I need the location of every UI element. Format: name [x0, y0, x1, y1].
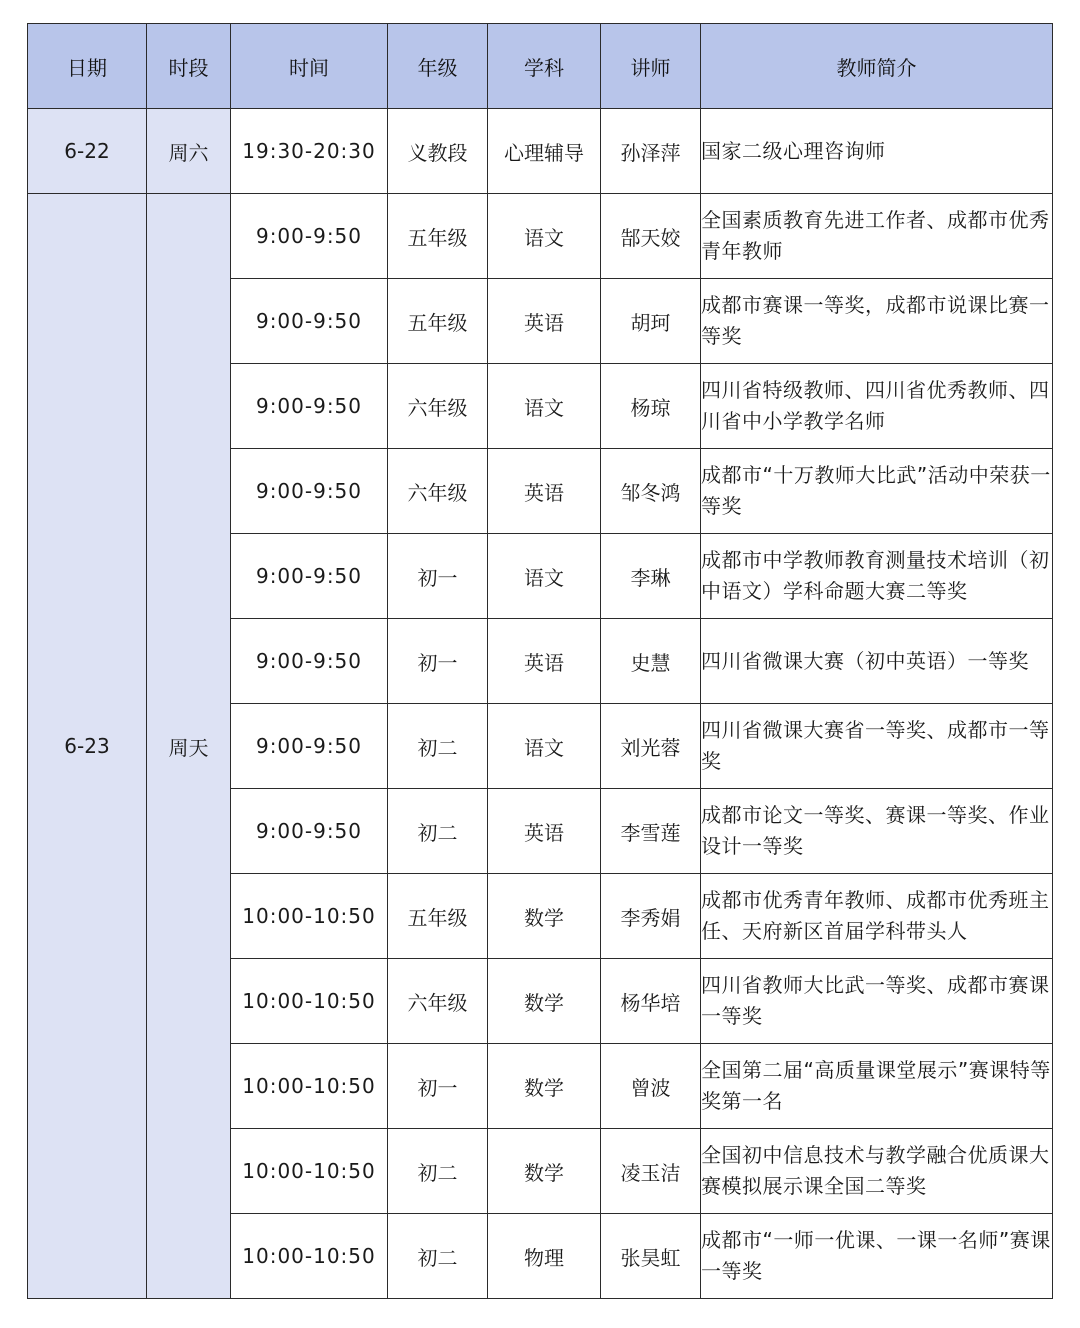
- subject-cell: 英语: [488, 619, 601, 704]
- time-cell: 10:00-10:50: [231, 959, 388, 1044]
- subject-cell: 语文: [488, 194, 601, 279]
- time-cell: 10:00-10:50: [231, 1129, 388, 1214]
- intro-cell: 四川省特级教师、四川省优秀教师、四川省中小学教学名师: [701, 364, 1053, 449]
- grade-cell: 五年级: [388, 279, 488, 364]
- intro-cell: 全国初中信息技术与教学融合优质课大赛模拟展示课全国二等奖: [701, 1129, 1053, 1214]
- teacher-cell: 杨琼: [601, 364, 701, 449]
- time-cell: 9:00-9:50: [231, 789, 388, 874]
- subject-cell: 英语: [488, 279, 601, 364]
- intro-cell: 国家二级心理咨询师: [701, 109, 1053, 194]
- intro-cell: 全国素质教育先进工作者、成都市优秀青年教师: [701, 194, 1053, 279]
- grade-cell: 初二: [388, 1214, 488, 1299]
- grade-cell: 初二: [388, 704, 488, 789]
- time-cell: 19:30-20:30: [231, 109, 388, 194]
- subject-cell: 数学: [488, 874, 601, 959]
- header-date: 日期: [28, 24, 147, 109]
- header-subject: 学科: [488, 24, 601, 109]
- intro-cell: 成都市“十万教师大比武”活动中荣获一等奖: [701, 449, 1053, 534]
- intro-cell: 全国第二届“高质量课堂展示”赛课特等奖第一名: [701, 1044, 1053, 1129]
- intro-cell: 四川省微课大赛（初中英语）一等奖: [701, 619, 1053, 704]
- teacher-cell: 胡珂: [601, 279, 701, 364]
- intro-cell: 成都市赛课一等奖，成都市说课比赛一等奖: [701, 279, 1053, 364]
- teacher-cell: 李雪莲: [601, 789, 701, 874]
- teacher-cell: 史慧: [601, 619, 701, 704]
- intro-cell: 四川省教师大比武一等奖、成都市赛课一等奖: [701, 959, 1053, 1044]
- period-cell: 周天: [147, 194, 231, 1299]
- date-cell: 6-23: [28, 194, 147, 1299]
- header-teacher: 讲师: [601, 24, 701, 109]
- table-row: [28, 194, 1053, 279]
- header-row: [28, 24, 1053, 109]
- subject-cell: 语文: [488, 534, 601, 619]
- period-cell: 周六: [147, 109, 231, 194]
- time-cell: 9:00-9:50: [231, 619, 388, 704]
- teacher-cell: 李琳: [601, 534, 701, 619]
- subject-cell: 语文: [488, 364, 601, 449]
- time-cell: 10:00-10:50: [231, 1044, 388, 1129]
- time-cell: 9:00-9:50: [231, 534, 388, 619]
- grade-cell: 六年级: [388, 959, 488, 1044]
- time-cell: 9:00-9:50: [231, 704, 388, 789]
- subject-cell: 物理: [488, 1214, 601, 1299]
- time-cell: 9:00-9:50: [231, 279, 388, 364]
- time-cell: 10:00-10:50: [231, 1214, 388, 1299]
- header-time: 时间: [231, 24, 388, 109]
- date-cell: 6-22: [28, 109, 147, 194]
- subject-cell: 心理辅导: [488, 109, 601, 194]
- teacher-cell: 曾波: [601, 1044, 701, 1129]
- grade-cell: 初一: [388, 534, 488, 619]
- grade-cell: 六年级: [388, 364, 488, 449]
- intro-cell: 成都市论文一等奖、赛课一等奖、作业设计一等奖: [701, 789, 1053, 874]
- teacher-cell: 张昊虹: [601, 1214, 701, 1299]
- subject-cell: 英语: [488, 449, 601, 534]
- grade-cell: 初一: [388, 1044, 488, 1129]
- intro-cell: 成都市“一师一优课、一课一名师”赛课一等奖: [701, 1214, 1053, 1299]
- intro-cell: 成都市中学教师教育测量技术培训（初中语文）学科命题大赛二等奖: [701, 534, 1053, 619]
- intro-cell: 四川省微课大赛省一等奖、成都市一等奖: [701, 704, 1053, 789]
- time-cell: 10:00-10:50: [231, 874, 388, 959]
- grade-cell: 六年级: [388, 449, 488, 534]
- grade-cell: 义教段: [388, 109, 488, 194]
- grade-cell: 初一: [388, 619, 488, 704]
- schedule-table: [27, 23, 1053, 1299]
- intro-cell: 成都市优秀青年教师、成都市优秀班主任、天府新区首届学科带头人: [701, 874, 1053, 959]
- grade-cell: 初二: [388, 1129, 488, 1214]
- time-cell: 9:00-9:50: [231, 194, 388, 279]
- teacher-cell: 李秀娟: [601, 874, 701, 959]
- teacher-cell: 郜天姣: [601, 194, 701, 279]
- grade-cell: 初二: [388, 789, 488, 874]
- header-period: 时段: [147, 24, 231, 109]
- time-cell: 9:00-9:50: [231, 449, 388, 534]
- header-intro: 教师简介: [701, 24, 1053, 109]
- teacher-cell: 杨华培: [601, 959, 701, 1044]
- subject-cell: 数学: [488, 959, 601, 1044]
- teacher-cell: 刘光蓉: [601, 704, 701, 789]
- subject-cell: 数学: [488, 1129, 601, 1214]
- grade-cell: 五年级: [388, 874, 488, 959]
- subject-cell: 数学: [488, 1044, 601, 1129]
- grade-cell: 五年级: [388, 194, 488, 279]
- subject-cell: 语文: [488, 704, 601, 789]
- table-row: [28, 109, 1053, 194]
- teacher-cell: 邹冬鸿: [601, 449, 701, 534]
- time-cell: 9:00-9:50: [231, 364, 388, 449]
- header-grade: 年级: [388, 24, 488, 109]
- subject-cell: 英语: [488, 789, 601, 874]
- teacher-cell: 凌玉洁: [601, 1129, 701, 1214]
- teacher-cell: 孙泽萍: [601, 109, 701, 194]
